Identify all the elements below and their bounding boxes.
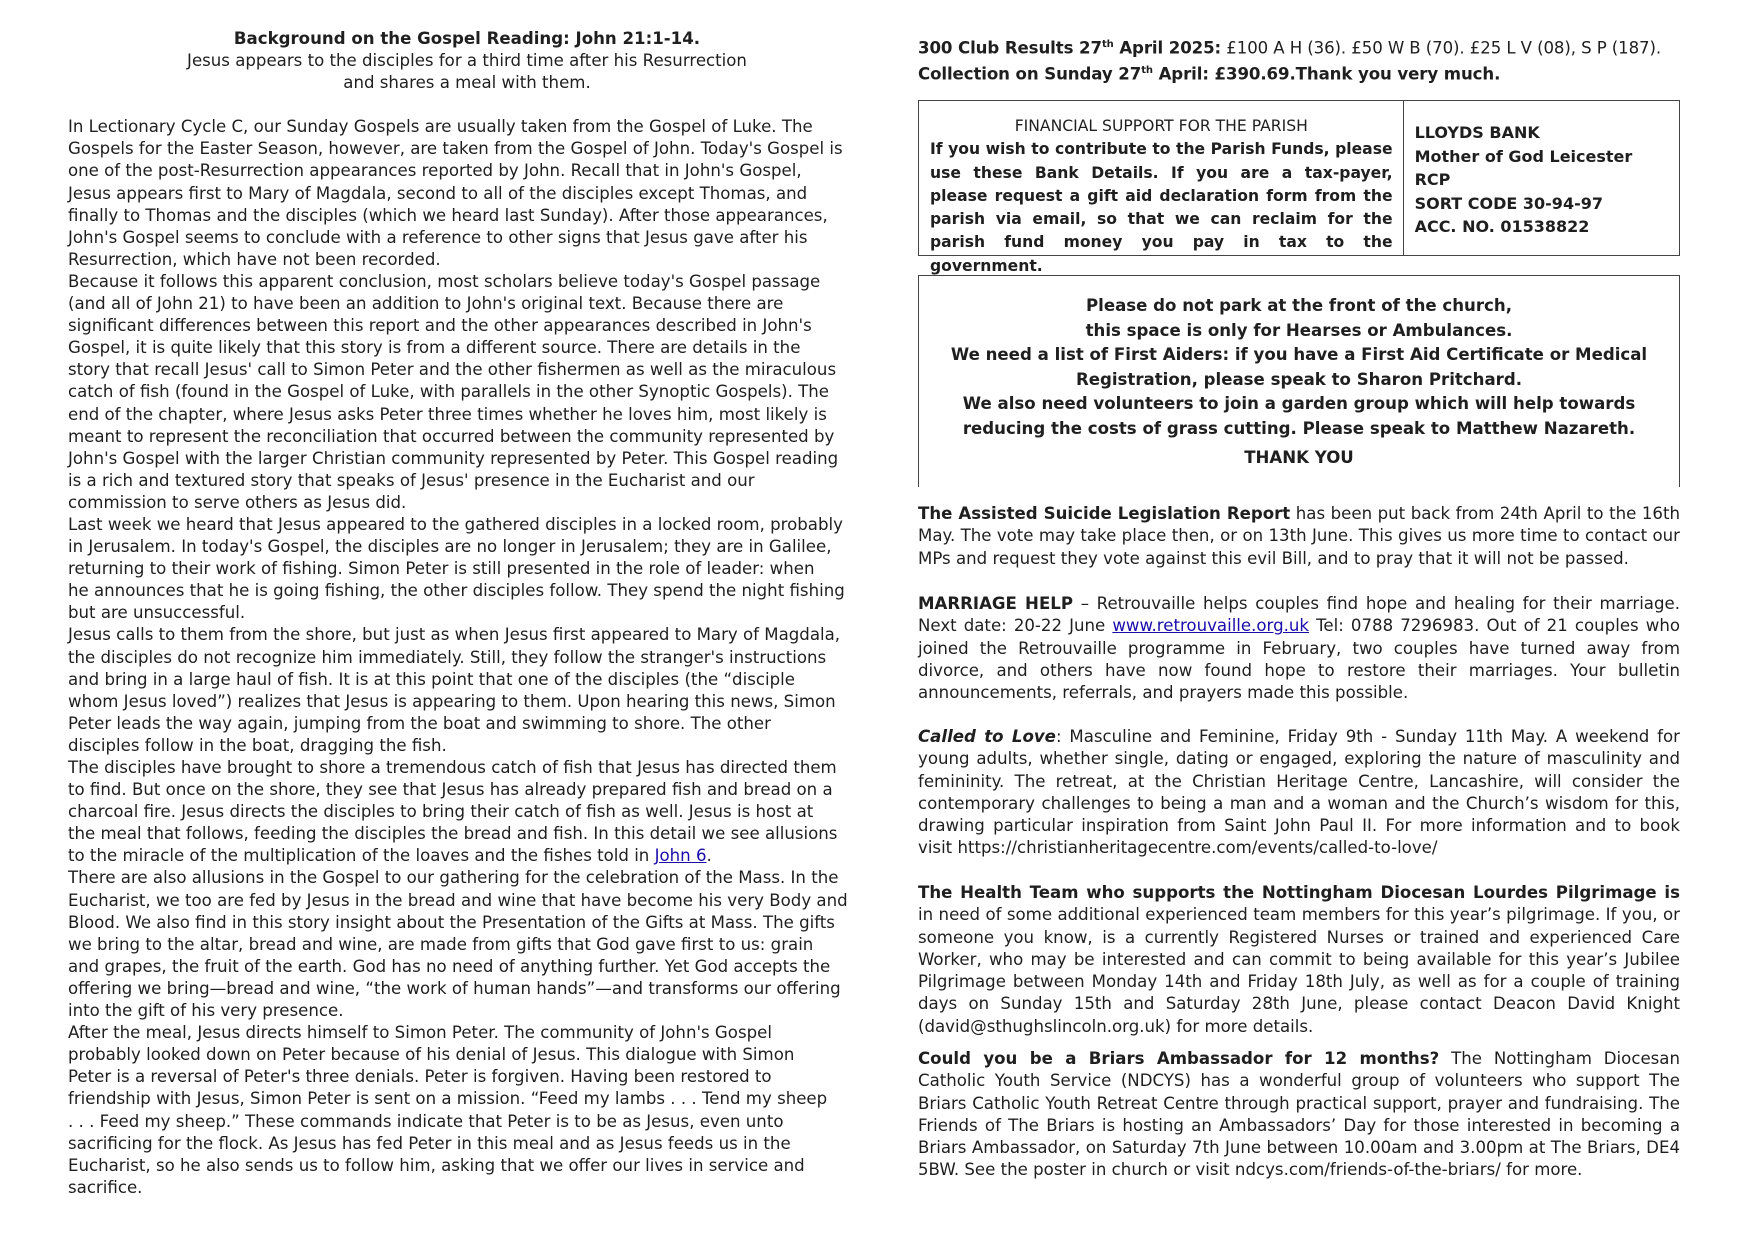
gospel-text-line: . . . Feed my sheep.” These commands indicate that Peter is to be as Jesus, even unto (68, 1111, 784, 1131)
gospel-text-line: Eucharist, so he also sends us to follow him, asking that we offer our lives in service and (68, 1155, 805, 1175)
gospel-text-line: sacrificing for the flock. As Jesus has fed Peter in this meal and as Jesus feeds us in the (68, 1133, 791, 1153)
gospel-text-line: Peter is a reversal of Peter's three denials. Peter is forgiven. Having been restored to (68, 1067, 772, 1087)
gospel-text-line: charcoal fire. Jesus directs the disciples to bring their catch of fish as well. Jesus is host at (68, 802, 814, 822)
first-aiders-line-1: We need a list of First Aiders: if you have a First Aid Certificate or Medical (950, 345, 1648, 365)
garden-line-2: reducing the costs of grass cutting. Please speak to Matthew Nazareth. (962, 418, 1636, 438)
club-results: 300 Club Results 27th April 2025: £100 A H (36). £50 W B (70). £25 L V (08), S P (187). (918, 38, 1662, 58)
gospel-text-line: There are also allusions in the Gospel to our gathering for the celebration of the Mass. In the (68, 868, 839, 888)
gospel-text-line: commission to serve others as Jesus did. (68, 492, 407, 512)
gospel-text-line: end of the chapter, where Jesus asks Peter three times whether he loves him, most likely is (68, 404, 827, 424)
gospel-text-line: whom Jesus loved”) realizes that Jesus is appearing to them. Upon hearing this news, Simon (68, 691, 836, 711)
gospel-text-line: John's Gospel seems to conclude with a reference to other signs that Jesus gave after his (68, 227, 808, 247)
gospel-text-line: After the meal, Jesus directs himself to Simon Peter. The community of John's Gospel (68, 1023, 772, 1043)
gospel-text-line: story that recall Jesus' call to Simon Peter and the other fishermen as well as the miraculous (68, 360, 837, 380)
gospel-text-line: in Jerusalem. In today's Gospel, the disciples are no longer in Jerusalem; they are in Galilee, (68, 537, 832, 557)
collection-line: Collection on Sunday 27th April: £390.69.Thank you very much. (918, 64, 1501, 84)
health-team-notice: The Health Team who supports the Nottingham Diocesan Lourdes Pilgrimage is in need of some additional experienced team members for this year’s pilgrimage. If you, or someone you know, is a currently Registered Nurses or trained and experienced Care Worker, who may be interested and can commit to being available for this year’s Jubilee Pilgrimage between Monday 14th and Friday 18th July, as well as for a couple of training days on Sunday 15th and Saturday 28th June, please contact Deacon David Knight (david@sthughslincoln.org.uk) for more details. (918, 883, 1680, 1036)
parking-line-2: this space is only for Hearses or Ambulances. (1085, 320, 1513, 340)
gospel-text-line: returning to their work of fishing. Simon Peter is still presented in the role of leader: when (68, 559, 815, 579)
gospel-text-line: the meal that follows, feeding the disciples the bread and fish. In this detail we see allusions (68, 824, 838, 844)
first-aiders-line-2: Registration, please speak to Sharon Pritchard. (1075, 369, 1523, 389)
gospel-body-part2 (68, 867, 866, 1198)
garden-line-1: We also need volunteers to join a garden group which will help towards (962, 394, 1636, 414)
gospel-text-line: is a rich and textured story that speaks of Jesus' presence in the Eucharist and our (68, 470, 755, 490)
gospel-text-line: disciples follow in the boat, dragging the fish. (68, 735, 447, 755)
account-number: ACC. NO. 01538822 (1414, 217, 1590, 236)
gospel-text-line: Gospels for the Easter Season, however, are taken from the Gospel of John. Today's Gospel is (68, 139, 843, 159)
gospel-text-line: probably looked down on Peter because of his denial of Jesus. This dialogue with Simon (68, 1045, 795, 1065)
gospel-subtitle-1: Jesus appears to the disciples for a third time after his Resurrection (187, 51, 747, 71)
sort-code: SORT CODE 30-94-97 (1414, 193, 1603, 213)
gospel-title: Background on the Gospel Reading: John 21:1-14. (233, 29, 701, 48)
gospel-text-line: Peter leads the way again, jumping from the boat and swimming to shore. The other (68, 713, 771, 733)
gospel-background-column (68, 28, 866, 1199)
gospel-text-line: catch of fish (found in the Gospel of Luke, with parallels in the other Synoptic Gospels). The (68, 382, 830, 402)
parking-notice-box (918, 275, 1680, 487)
gospel-line-text: to the miracle of the multiplication of the loaves and the fishes told in (68, 846, 655, 866)
assisted-suicide-notice: The Assisted Suicide Legislation Report has been put back from 24th April to the 16th May. The vote may take place then, or on 13th June. This gives us more time to contact our MPs and request they vote against this evil Bill, and to pray that it will not be passed. (918, 504, 1680, 568)
gospel-text-line: Gospel, it is quite likely that this story is from a different source. There are details in the (68, 338, 801, 358)
gospel-text-line: into the gift of his very presence. (68, 1001, 344, 1021)
gospel-text-line: (and all of John 21) to have been an addition to John's original text. Because there are (68, 294, 784, 314)
called-to-love-notice: Called to Love: Masculine and Feminine, Friday 9th - Sunday 11th May. A weekend for young adults, whether single, dating or engaged, exploring the nature of masculinity and femininity. The retreat, at the Christian Heritage Centre, Lancashire, will consider the contemporary challenges to being a man and a woman and the Church’s wisdom for this, drawing particular inspiration from Saint John Paul II. For more information and to book visit https://christianheritagecentre.com/events/called-to-love/ (918, 727, 1680, 858)
gospel-text-line: Jesus calls to them from the shore, but just as when Jesus first appeared to Mary of Magdala, (68, 625, 841, 645)
gospel-subtitle-2: and shares a meal with them. (343, 73, 591, 93)
gospel-body-part1 (68, 116, 866, 845)
gospel-text-line: Because it follows this apparent conclusion, most scholars believe today's Gospel passage (68, 271, 821, 291)
bank-details (1404, 101, 1679, 255)
parking-line-1: Please do not park at the front of the church, (1085, 296, 1513, 315)
gospel-text-line: Jesus appears first to Mary of Magdala, second to all of the disciples except Thomas, and (68, 183, 808, 203)
gospel-line-end: . (706, 846, 712, 866)
gospel-text-line: In Lectionary Cycle C, our Sunday Gospels are usually taken from the Gospel of Luke. The (68, 117, 813, 137)
gospel-text-line: to find. But once on the shore, they see that Jesus has already prepared fish and bread on a (68, 780, 833, 800)
account-name: Mother of God Leicester RCP (1414, 146, 1633, 189)
gospel-text-line: the disciples do not recognize him immediately. Still, they follow the stranger's instructions (68, 647, 827, 667)
gospel-text-line: Eucharist, we too are fed by Jesus in the bread and wine that have become his very Body and (68, 890, 848, 910)
gospel-text-line: friendship with Jesus, Simon Peter is sent on a mission. “Feed my lambs . . . Tend my sheep (68, 1089, 828, 1109)
gospel-line-with-link (68, 845, 866, 867)
gospel-text-line: one of the post-Resurrection appearances reported by John. Recall that in John's Gospel, (68, 161, 802, 181)
bank-name: LLOYDS BANK (1414, 123, 1540, 142)
gospel-text-line: meant to represent the reconciliation that occurred between the community represented by (68, 426, 835, 446)
notices-header (918, 34, 1680, 86)
financial-support-body: If you wish to contribute to the Parish Funds, please use these Bank Details. If you are a tax-payer, please request a gift aid declaration form from the parish via email, so that we can reclaim for the parish fund money you pay in tax to the government. (930, 140, 1393, 275)
gospel-text-line: sacrifice. (68, 1177, 143, 1197)
gospel-text-line: Blood. We also find in this story insight about the Presentation of the Gifts at Mass. The gifts (68, 912, 835, 932)
briars-ambassador-notice: Could you be a Briars Ambassador for 12 months? The Nottingham Diocesan Catholic Youth Service (NDCYS) has a wonderful group of volunteers who support The Briars Catholic Youth Retreat Centre through practical support, prayer and fundraising. The Friends of The Briars is hosting an Ambassadors’ Day for those interested in becoming a Briars Ambassador, on Saturday 7th June between 10.00am and 3.00pm at The Briars, DE4 5BW. See the poster in church or visit ndcys.com/friends-of-the-briars/ for more. (918, 1049, 1680, 1180)
gospel-text-line: finally to Thomas and the disciples (which we heard last Sunday). After those appearances, (68, 205, 828, 225)
marriage-help-notice: MARRIAGE HELP – Retrouvaille helps couples find hope and healing for their marriage. Next date: 20-22 June www.retrouvaille.org.uk Tel: 0788 7296983. Out of 21 couples who joined the Retrouvaille programme in February, two couples have turned away from divorce, and others have now found hope to restore their marriages. Your bulletin announcements, referrals, and prayers made this possible. (918, 594, 1680, 703)
gospel-text-line: and bring in a large haul of fish. It is at this point that one of the disciples (the “disciple (68, 669, 795, 689)
gospel-text-line: offering we bring—bread and wine, “the work of human hands”—and transforms our offering (68, 978, 841, 998)
gospel-text-line: The disciples have brought to shore a tremendous catch of fish that Jesus has directed them (68, 758, 837, 777)
financial-support-title: FINANCIAL SUPPORT FOR THE PARISH (1014, 117, 1308, 135)
gospel-heading (68, 28, 866, 94)
gospel-text-line: we bring to the altar, bread and wine, are made from gifts that God gave first to us: grain (68, 934, 814, 954)
gospel-text-line: but are unsuccessful. (68, 603, 246, 623)
financial-support-box (918, 100, 1680, 275)
gospel-text-line: and grapes, the fruit of the earth. God has no need of anything further. Yet God accepts the (68, 956, 831, 976)
retrouvaille-link[interactable]: www.retrouvaille.org.uk (1112, 616, 1310, 636)
gospel-text-line: Resurrection, which have not been recorded. (68, 249, 441, 269)
john-6-link[interactable]: John 6 (654, 846, 707, 866)
gospel-text-line: Last week we heard that Jesus appeared to the gathered disciples in a locked room, probably (68, 514, 843, 534)
gospel-text-line: John's Gospel with the larger Christian community represented by Peter. This Gospel reading (68, 448, 839, 468)
gospel-text-line: significant differences between this report and the other appearances described in John's (68, 316, 812, 336)
gospel-text-line: he announces that he is going fishing, the other disciples follow. They spend the night fishing (68, 581, 845, 601)
thank-you: THANK YOU (1244, 447, 1354, 467)
financial-support-text (919, 101, 1404, 275)
